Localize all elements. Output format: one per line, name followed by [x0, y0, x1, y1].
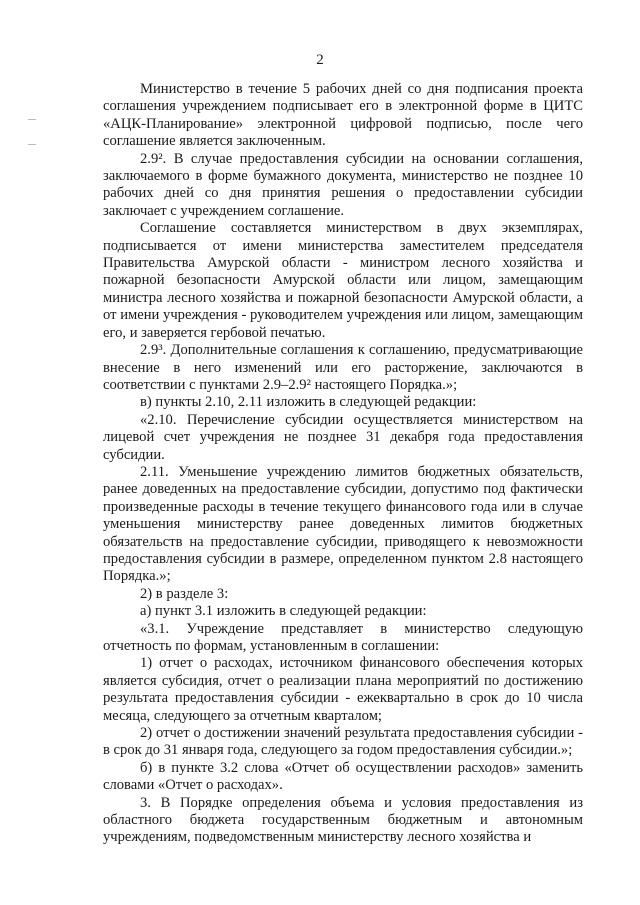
paragraph: б) в пункте 3.2 слова «Отчет об осуществлении расходов» заменить словами «Отчет о расходах». — [103, 759, 583, 794]
paragraph: Министерство в течение 5 рабочих дней со дня подписания проекта соглашения учреждением подписывает его в электронной форме в ЦИТС «АЦК-Планирование» электронной цифровой подписью, после чего соглашение является заключенным. — [103, 81, 583, 150]
paragraph: «2.10. Перечисление субсидии осуществляется министерством на лицевой счет учреждения не позднее 31 декабря года предоставления субсидии. — [103, 411, 583, 463]
paragraph: 2.9². В случае предоставления субсидии на основании соглашения, заключаемого в форме бумажного документа, министерство не позднее 10 рабочих дней со дня принятия решения о предоставлении субсидии заключает с учреждением соглашение. — [103, 150, 583, 219]
paragraph: в) пункты 2.10, 2.11 изложить в следующей редакции: — [140, 394, 477, 411]
paragraph: а) пункт 3.1 изложить в следующей редакции: — [140, 603, 427, 620]
paragraph: «3.1. Учреждение представляет в министерство следующую отчетность по формам, установленным в соглашении: — [103, 620, 583, 654]
paragraph: 2) отчет о достижении значений результата предоставления субсидии - в срок до 31 января года, следующего за годом предоставления субсидии.»; — [103, 725, 583, 759]
paragraph: 3. В Порядке определения объема и условия предоставления из областного бюджета государственным бюджетным и автономным учреждениям, подведомственным министерству лесного хозяйства и — [103, 794, 583, 846]
document-body — [103, 81, 583, 847]
page-number: 2 — [316, 52, 324, 68]
margin-mark — [28, 119, 36, 120]
paragraph: 2.11. Уменьшение учреждению лимитов бюджетных обязательств, ранее доведенных на предоставление субсидии, допустимо под фактически произведенные расходы в течение текущего финансового года или в случае уменьшения министерству ранее доведенных лимитов бюджетных обязательств на предоставление субсидии, приводящего к невозможности предоставления субсидии в размере, определенном пунктом 2.8 настоящего Порядка.»; — [103, 463, 583, 585]
paragraph: 2.9³. Дополнительные соглашения к соглашению, предусматривающие внесение в него изменений или его расторжение, заключаются в соответствии с пунктами 2.9–2.9² настоящего Порядка.»; — [103, 342, 583, 393]
paragraph: 2) в разделе 3: — [140, 585, 229, 602]
margin-mark — [28, 144, 36, 145]
paragraph: Соглашение составляется министерством в двух экземплярах, подписывается от имени министерства заместителем председателя Правительства Амурской области - министром лесного хозяйства и пожарной безопасности Амурской области или лицом, замещающим министра лесного хозяйства и пожарной безопасности Амурской области, а от имени учреждения - руководителем учреждения или лицом, замещающим его, и заверяется гербовой печатью. — [103, 220, 583, 341]
paragraph: 1) отчет о расходах, источником финансового обеспечения которых является субсидия, отчет о реализации плана мероприятий по достижению результата предоставления субсидии - ежеквартально в срок до 10 числа месяца, следующего за отчетным кварталом; — [103, 655, 583, 724]
